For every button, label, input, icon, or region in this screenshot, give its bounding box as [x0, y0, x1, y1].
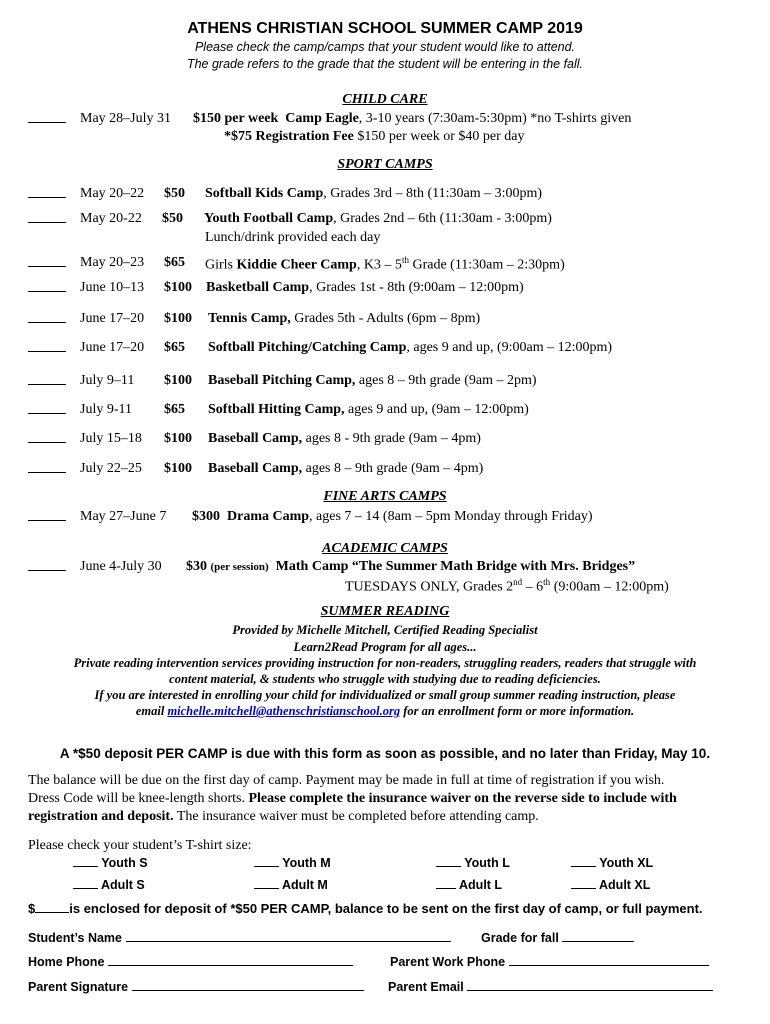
camp-description: [208, 431, 481, 447]
camp-details: [345, 577, 669, 596]
tshirt-size-label: Adult M: [282, 878, 328, 892]
camp-price: $300: [192, 509, 220, 524]
camp-checkbox[interactable]: [28, 559, 66, 576]
camp-details: ages 8 – 9th grade (9am – 4pm): [302, 461, 484, 476]
student-name-field[interactable]: [28, 930, 451, 945]
home-phone-field[interactable]: [28, 954, 353, 969]
camp-details-b: Grade (11:30am – 2:30pm): [408, 257, 565, 273]
camp-price: $65: [164, 255, 185, 270]
camp-details: ages 9 and up, (9am – 12:00pm): [344, 402, 529, 417]
camp-details: , K3 – 5: [356, 257, 402, 273]
camp-description: [208, 373, 537, 389]
camp-date: May 20–22: [80, 186, 145, 201]
camp-price: $65: [164, 402, 185, 417]
camp-name: Basketball Camp: [206, 280, 310, 295]
camp-checkbox[interactable]: [28, 186, 66, 203]
camp-price: $100: [164, 311, 192, 326]
camp-date: July 9-11: [80, 402, 132, 417]
tshirt-size-label: Youth XL: [599, 856, 654, 870]
tshirt-option[interactable]: [436, 855, 510, 870]
camp-price: $50: [164, 186, 185, 201]
waiver-note: The insurance waiver must be completed before attending camp.: [173, 809, 539, 824]
camp-description: [204, 211, 552, 227]
sport-camps-heading: SPORT CAMPS: [337, 157, 433, 172]
camp-price-note: (per session): [210, 561, 269, 573]
camp-name: Softball Pitching/Catching Camp: [208, 340, 407, 355]
grade-field[interactable]: [481, 930, 634, 945]
camp-details: , Grades 2nd – 6th (11:30am - 3:00pm): [333, 211, 552, 226]
camp-name: Math Camp “The Summer Math Bridge with Mrs. Bridges”: [275, 559, 636, 574]
dress-code: Dress Code will be knee-length shorts.: [28, 791, 249, 806]
field-label: Parent Work Phone: [390, 955, 506, 969]
camp-price: $30: [186, 559, 207, 574]
tshirt-option[interactable]: [73, 855, 148, 870]
camp-checkbox[interactable]: [28, 431, 66, 448]
signature-field[interactable]: [28, 979, 364, 994]
tshirt-size-label: Youth S: [101, 856, 148, 870]
child-care-fee-bold: *$75 Registration Fee: [224, 129, 354, 144]
camp-description: [192, 509, 593, 525]
field-label: Student’s Name: [28, 931, 123, 945]
camp-name: Baseball Pitching Camp,: [208, 373, 356, 388]
parent-email-field[interactable]: [388, 979, 713, 994]
camp-description: [208, 311, 480, 327]
enclosed-prefix: $: [28, 901, 36, 916]
tshirt-option[interactable]: [254, 877, 328, 892]
child-care-checkbox[interactable]: [28, 111, 66, 128]
work-phone-field[interactable]: [390, 954, 709, 969]
camp-date: May 20–23: [80, 255, 145, 270]
child-care-name: Camp Eagle: [285, 111, 359, 126]
child-care-heading: CHILD CARE: [342, 92, 428, 107]
camp-date: June 17–20: [80, 340, 145, 355]
camp-price: $100: [164, 431, 192, 446]
child-care-details: , 3-10 years (7:30am-5:30pm) *no T-shirts given: [358, 111, 632, 126]
instructions-line-2: The grade refers to the grade that the student will be entering in the fall.: [186, 57, 584, 71]
camp-date: June 10–13: [80, 280, 145, 295]
camp-date: June 17–20: [80, 311, 145, 326]
camp-price: $100: [164, 373, 192, 388]
enclosed-text: is enclosed for deposit of *$50 PER CAMP, balance to be sent on the first day of camp, or full payment.: [69, 901, 703, 916]
camp-price: $65: [164, 340, 185, 355]
camp-description: [206, 280, 524, 296]
camp-details: Grades 5th - Adults (6pm – 8pm): [290, 311, 481, 326]
tshirt-size-label: Youth L: [464, 856, 510, 870]
child-care-date: May 28–July 31: [80, 111, 171, 126]
camp-name: Tennis Camp,: [208, 311, 291, 326]
camp-name: Softball Hitting Camp,: [208, 402, 345, 417]
camp-checkbox[interactable]: [28, 311, 66, 328]
fine-arts-heading: FINE ARTS CAMPS: [323, 489, 447, 504]
reading-line-2: Learn2Read Program for all ages...: [293, 640, 477, 654]
camp-name: Softball Kids Camp: [205, 186, 324, 201]
camp-details-a: TUESDAYS ONLY, Grades 2: [345, 579, 514, 595]
camp-description: [205, 186, 542, 202]
camp-checkbox[interactable]: [28, 461, 66, 478]
camp-sup-1: nd: [513, 577, 523, 587]
camp-description: [208, 402, 529, 418]
reading-line-5: If you are interested in enrolling your child for individualized or small group summer reading instruction, please: [94, 688, 676, 702]
camp-checkbox[interactable]: [28, 280, 66, 297]
reading-email-pre: email: [135, 704, 168, 718]
camp-details: ages 8 – 9th grade (9am – 2pm): [355, 373, 537, 388]
enclosed-line: [28, 901, 703, 916]
camp-name: Drama Camp: [227, 509, 310, 524]
camp-name: Baseball Camp,: [208, 431, 303, 446]
tshirt-option[interactable]: [73, 877, 145, 892]
payment-line-1: The balance will be due on the first day of camp. Payment may be made in full at time of registration if you wish.: [28, 773, 665, 788]
camp-date: June 4-July 30: [80, 559, 162, 574]
reading-email-post: for an enrollment form or more information.: [400, 704, 635, 718]
tshirt-prompt: Please check your student’s T-shirt size:: [28, 838, 252, 853]
child-care-fee-rest: $150 per week or $40 per day: [353, 129, 525, 144]
academic-heading: ACADEMIC CAMPS: [322, 541, 448, 556]
tshirt-option[interactable]: [571, 877, 650, 892]
camp-date: May 27–June 7: [80, 509, 167, 524]
camp-price: $50: [162, 211, 183, 226]
tshirt-option[interactable]: [436, 877, 502, 892]
field-label: Grade for fall: [481, 931, 559, 945]
reading-heading: SUMMER READING: [320, 604, 450, 619]
camp-checkbox[interactable]: [28, 255, 66, 272]
waiver-instruction-end: registration and deposit.: [28, 809, 174, 824]
camp-description: [186, 559, 635, 575]
camp-details: , Grades 1st - 8th (9:00am – 12:00pm): [309, 280, 524, 295]
reading-line-4: content material, & students who struggle with studying due to reading deficiencies.: [169, 672, 601, 686]
instructions-line-1: Please check the camp/camps that your student would like to attend.: [194, 40, 576, 54]
camp-checkbox[interactable]: [28, 211, 66, 228]
tshirt-size-label: Adult L: [459, 878, 503, 892]
camp-date: July 15–18: [80, 431, 142, 446]
tshirt-option[interactable]: [254, 855, 331, 870]
camp-description: [208, 340, 612, 356]
camp-date: July 9–11: [80, 373, 135, 388]
camp-name: Baseball Camp,: [208, 461, 303, 476]
waiver-instruction: Please complete the insurance waiver on the reverse side to include with: [248, 791, 677, 806]
tshirt-size-label: Adult S: [101, 878, 145, 892]
camp-details: , Grades 3rd – 8th (11:30am – 3:00pm): [323, 186, 543, 201]
camp-checkbox[interactable]: [28, 402, 66, 419]
payment-paragraph: [28, 772, 753, 826]
camp-date: July 22–25: [80, 461, 142, 476]
enclosed-amount-field[interactable]: [35, 901, 69, 913]
camp-description: [205, 255, 565, 274]
camp-pre: Girls: [205, 257, 237, 273]
camp-details: ages 8 - 9th grade (9am – 4pm): [302, 431, 481, 446]
deposit-notice: A *$50 deposit PER CAMP is due with this form as soon as possible, and no later than Friday, May 10.: [59, 746, 711, 761]
reading-line-1: Provided by Michelle Mitchell, Certified Reading Specialist: [232, 623, 538, 637]
tshirt-option[interactable]: [571, 855, 653, 870]
camp-sup: th: [401, 255, 409, 265]
camp-date: May 20-22: [80, 211, 142, 226]
tshirt-size-label: Youth M: [282, 856, 331, 870]
camp-details: , ages 7 – 14 (8am – 5pm Monday through Friday): [309, 509, 593, 524]
camp-sup-2: th: [543, 577, 551, 587]
tshirt-size-label: Adult XL: [599, 878, 651, 892]
camp-checkbox[interactable]: [28, 509, 66, 526]
camp-details-b: – 6: [522, 579, 544, 595]
field-label: Parent Signature: [28, 980, 129, 994]
reading-email-link[interactable]: michelle.mitchell@athenschristianschool.org: [167, 704, 401, 718]
reading-line-3: Private reading intervention services providing instruction for non-readers, struggling readers, readers that struggle with: [73, 656, 697, 670]
camp-price: $100: [164, 280, 192, 295]
camp-details: , ages 9 and up, (9:00am – 12:00pm): [406, 340, 613, 355]
child-care-price: $150 per week: [193, 111, 279, 126]
child-care-fee: [224, 129, 525, 145]
camp-description: [208, 461, 483, 477]
camp-note: Lunch/drink provided each day: [205, 230, 381, 245]
camp-checkbox[interactable]: [28, 373, 66, 390]
field-label: Parent Email: [388, 980, 464, 994]
child-care-description: [193, 111, 631, 127]
page-title: ATHENS CHRISTIAN SCHOOL SUMMER CAMP 2019: [187, 20, 583, 37]
camp-price: $100: [164, 461, 192, 476]
camp-checkbox[interactable]: [28, 340, 66, 357]
camp-details-c: (9:00am – 12:00pm): [550, 579, 669, 595]
field-label: Home Phone: [28, 955, 105, 969]
camp-name: Youth Football Camp: [204, 211, 334, 226]
camp-name: Kiddie Cheer Camp: [236, 257, 357, 273]
reading-line-6: [0, 704, 770, 719]
